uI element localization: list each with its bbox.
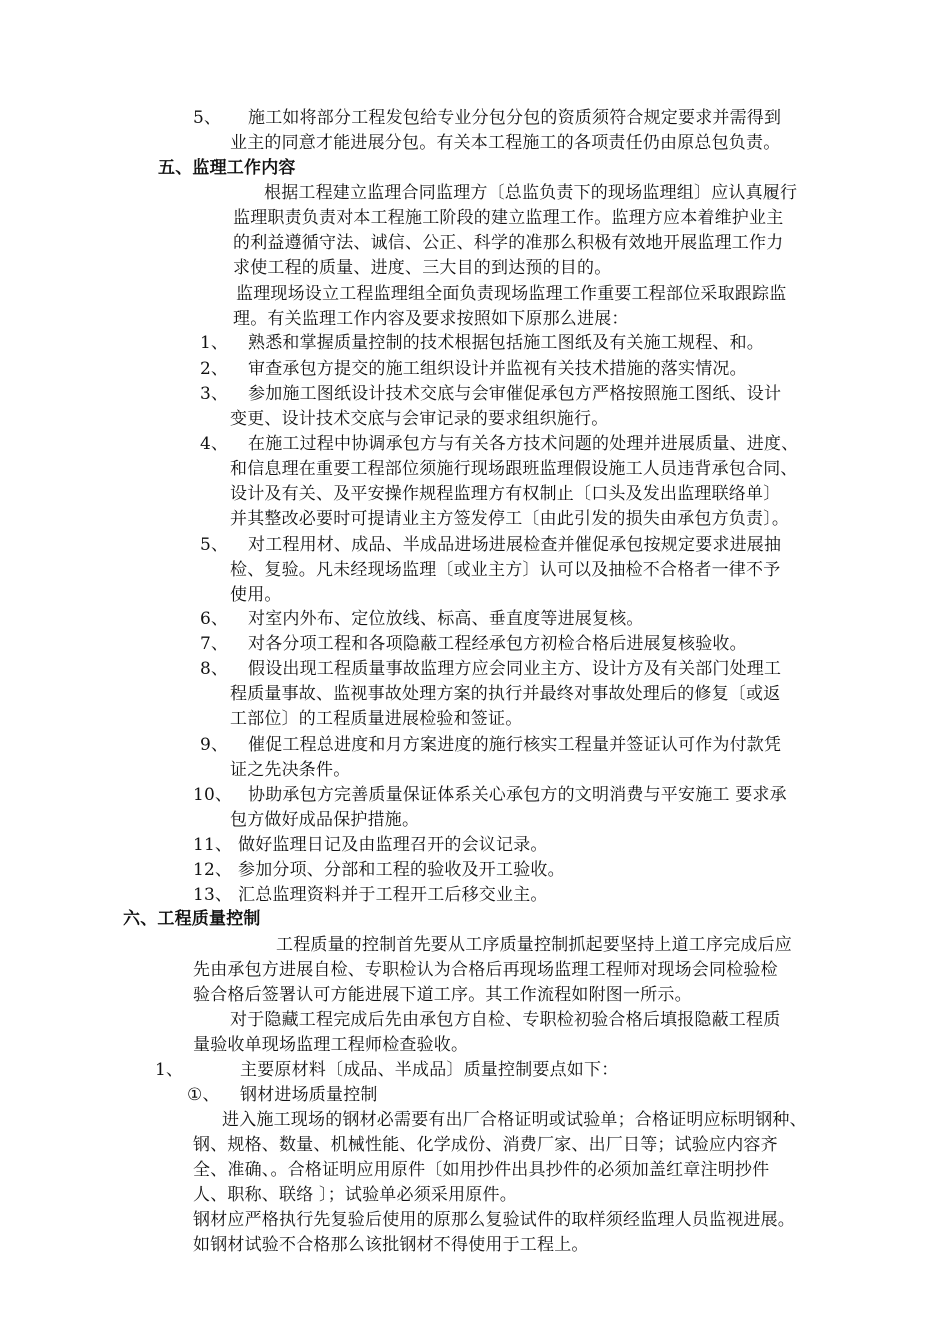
paragraph-line: 人、职称、联络 〕；试验单必须采用原件。 <box>193 1185 517 1205</box>
paragraph-line: 钢、规格、数量、机械性能、化学成份、消费厂家、出厂日等；试验应内容齐 <box>193 1135 778 1155</box>
item-text-line: 审查承包方提交的施工组织设计并监视有关技术措施的落实情况。 <box>248 359 747 379</box>
subsection-title: 主要原材料〔成品、半成品〕质量控制要点如下： <box>240 1060 619 1080</box>
item-text-line: 程质量事故、监视事故处理方案的执行并最终对事故处理后的修复〔或返 <box>230 684 781 704</box>
item-number: 6、 <box>200 609 229 629</box>
item-text-line: 变更、设计技术交底与会审记录的要求组织施行。 <box>230 409 609 429</box>
item-text-line: 对室内外布、定位放线、标高、垂直度等进展复核。 <box>248 609 644 629</box>
item-number: 9、 <box>200 735 229 755</box>
item-text-line: 对工程用材、成品、半成品进场进展检查并催促承包按规定要求进展抽 <box>248 535 782 555</box>
item-text-line: 证之先决条件。 <box>230 760 351 780</box>
item-text-line: 检、复验。凡未经现场监理〔或业主方〕认可以及抽检不合格者一律不予 <box>230 560 781 580</box>
item-number: 12、 <box>193 860 233 880</box>
subsection-number: ①、 <box>187 1085 220 1105</box>
paragraph-line: 监理现场设立工程监理组全面负责现场监理工作重要工程部位采取跟踪监 <box>236 284 787 304</box>
item-number: 13、 <box>193 885 233 905</box>
paragraph-line: 全、准确、。合格证明应用原件〔如用抄件出具抄件的必须加盖红章注明抄件 <box>193 1160 770 1180</box>
item-text-line: 并其整改必要时可提请业主方签发停工〔由此引发的损失由承包方负责〕。 <box>230 509 790 529</box>
item-number: 10、 <box>193 785 233 805</box>
paragraph-line: 进入施工现场的钢材必需要有出厂合格证明或试验单；合格证明应标明钢种、 <box>222 1110 807 1130</box>
section-heading: 六、工程质量控制 <box>123 909 261 929</box>
item-text-line: 工部位〕的工程质量进展检验和签证。 <box>230 709 523 729</box>
item-text-line: 汇总监理资料并于工程开工后移交业主。 <box>238 885 548 905</box>
paragraph-line: 钢材应严格执行先复验后使用的原那么复验试件的取样须经监理人员监视进展。 <box>193 1210 795 1230</box>
item-text-line: 施工如将部分工程发包给专业分包分包的资质须符合规定要求并需得到 <box>248 108 782 128</box>
paragraph-line: 工程质量的控制首先要从工序质量控制抓起要坚持上道工序完成后应 <box>276 935 792 955</box>
item-text-line: 催促工程总进度和月方案进度的施行核实工程量并签证认可作为付款凭 <box>248 735 782 755</box>
subsection-title: 钢材进场质量控制 <box>240 1085 378 1105</box>
item-text-line: 使用。 <box>230 585 282 605</box>
item-text-line: 对各分项工程和各项隐蔽工程经承包方初检合格后进展复核验收。 <box>248 634 747 654</box>
item-number: 8、 <box>200 659 229 679</box>
paragraph-line: 理。有关监理工作内容及要求按照如下原那么进展： <box>233 309 629 329</box>
item-text-line: 参加施工图纸设计技术交底与会审催促承包方严格按照施工图纸、设计 <box>248 384 782 404</box>
paragraph-line: 验合格后签署认可方能进展下道工序。其工作流程如附图一所示。 <box>193 985 692 1005</box>
paragraph-line: 根据工程建立监理合同监理方〔总监负责下的现场监理组〕应认真履行 <box>264 183 798 203</box>
item-number: 2、 <box>200 359 229 379</box>
item-number: 3、 <box>200 384 229 404</box>
item-text-line: 和信息理在重要工程部位须施行现场跟班监理假设施工人员违背承包合同、 <box>230 459 798 479</box>
paragraph-line: 量验收单现场监理工程师检查验收。 <box>193 1035 469 1055</box>
paragraph-line: 求使工程的质量、进度、三大目的到达预的目的。 <box>233 258 612 278</box>
subsection-number: 1、 <box>155 1060 184 1080</box>
paragraph-line: 对于隐藏工程完成后先由承包方自检、专职检初验合格后填报隐蔽工程质 <box>230 1010 781 1030</box>
item-text-line: 设计及有关、及平安操作规程监理方有权制止〔口头及发出监理联络单〕 <box>230 484 781 504</box>
paragraph-line: 先由承包方进展自检、专职检认为合格后再现场监理工程师对现场会同检验检 <box>193 960 778 980</box>
section-heading: 五、监理工作内容 <box>158 158 296 178</box>
item-number: 5、 <box>193 108 222 128</box>
item-number: 11、 <box>193 835 233 855</box>
item-number: 1、 <box>200 333 229 353</box>
paragraph-line: 监理职责负责对本工程施工阶段的建立监理工作。监理方应本着维护业主 <box>233 208 784 228</box>
item-text-line: 协助承包方完善质量保证体系关心承包方的文明消费与平安施工 要求承 <box>248 785 787 805</box>
item-text-line: 在施工过程中协调承包方与有关各方技术问题的处理并进展质量、进度、 <box>248 434 799 454</box>
item-text-line: 参加分项、分部和工程的验收及开工验收。 <box>238 860 565 880</box>
item-text-line: 熟悉和掌握质量控制的技术根据包括施工图纸及有关施工规程、和。 <box>248 333 764 353</box>
item-text-line: 做好监理日记及由监理召开的会议记录。 <box>238 835 548 855</box>
item-text-line: 假设出现工程质量事故监理方应会同业主方、设计方及有关部门处理工 <box>248 659 782 679</box>
item-text-line: 业主的同意才能进展分包。有关本工程施工的各项责任仍由原总包负责。 <box>230 133 781 153</box>
item-number: 4、 <box>200 434 229 454</box>
item-number: 7、 <box>200 634 229 654</box>
item-text-line: 包方做好成品保护措施。 <box>230 810 420 830</box>
item-number: 5、 <box>200 535 229 555</box>
paragraph-line: 如钢材试验不合格那么该批钢材不得使用于工程上。 <box>193 1235 589 1255</box>
paragraph-line: 的利益遵循守法、诚信、公正、科学的准那么积极有效地开展监理工作力 <box>233 233 784 253</box>
